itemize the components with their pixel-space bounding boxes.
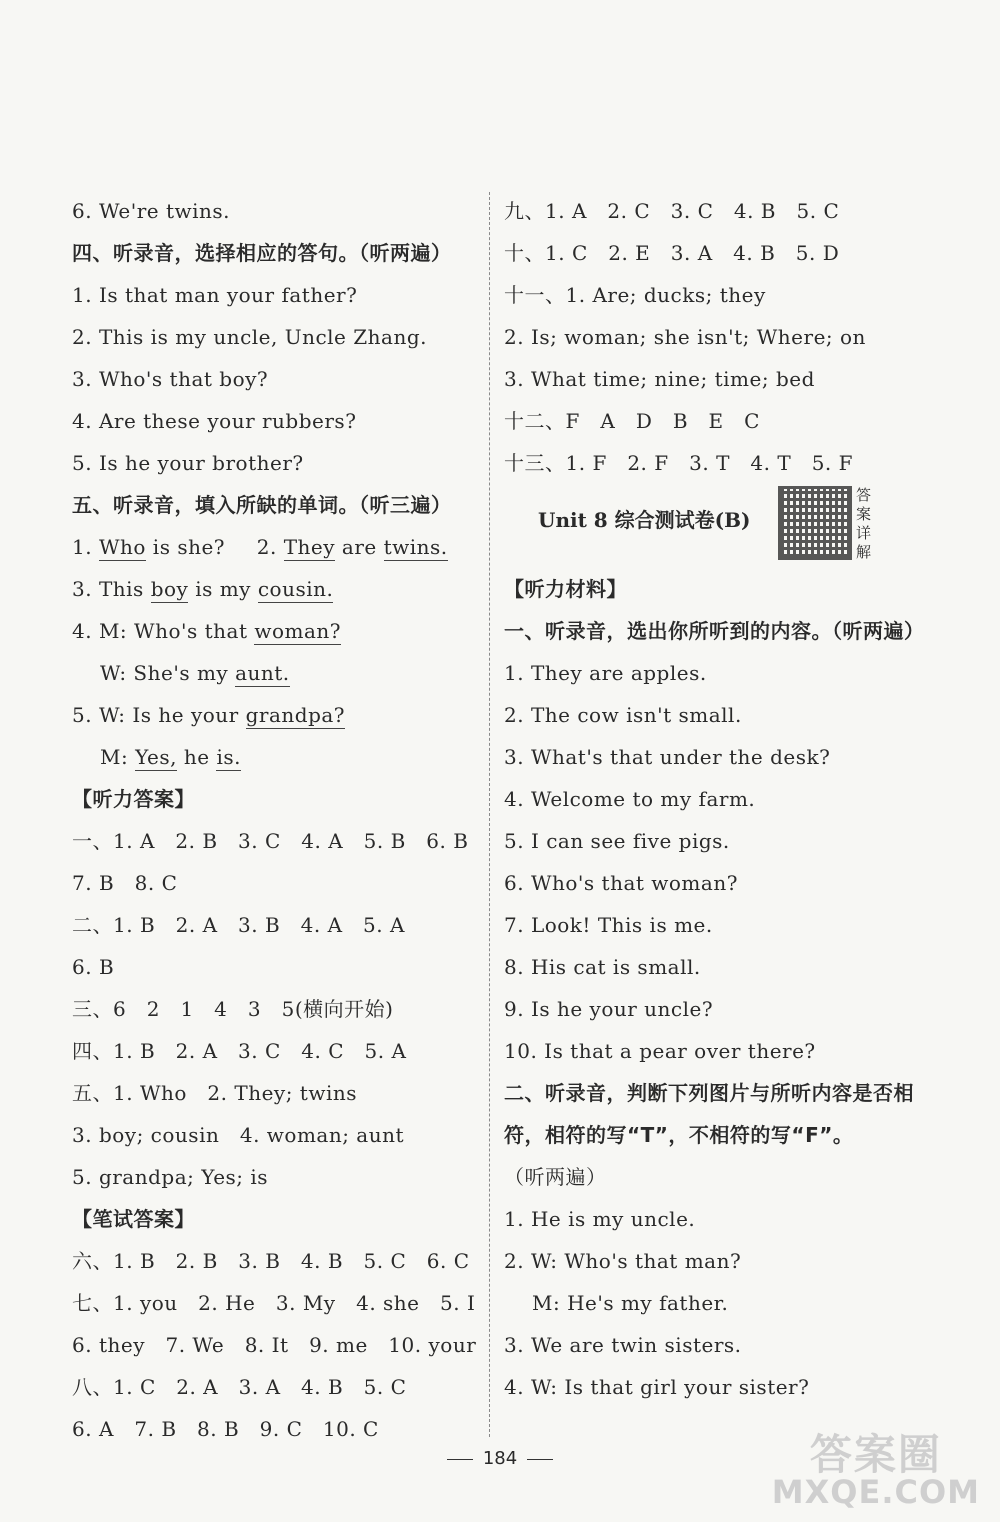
answer-line: 八、1. C 2. A 3. A 4. B 5. C bbox=[72, 1375, 407, 1399]
answer-line: 6. A 7. B 8. B 9. C 10. C bbox=[72, 1417, 379, 1441]
text-fragment: M: bbox=[100, 745, 129, 769]
text-line: 5. I can see five pigs. bbox=[504, 829, 730, 853]
section-heading: 【听力答案】 bbox=[72, 787, 195, 811]
answer-line: 二、1. B 2. A 3. B 4. A 5. A bbox=[72, 913, 405, 937]
text-fragment: is my bbox=[195, 577, 251, 601]
text-line: 9. Is he your uncle? bbox=[504, 997, 714, 1021]
text-line bbox=[72, 610, 484, 652]
text-line: 1. Is that man your father? bbox=[72, 283, 358, 307]
text-line: 8. His cat is small. bbox=[504, 955, 701, 979]
text-line: 2. W: Who's that man? bbox=[504, 1249, 742, 1273]
text-line: 1. They are apples. bbox=[504, 661, 707, 685]
watermark-url: MXQE.COM bbox=[771, 1473, 980, 1511]
column-divider bbox=[489, 192, 490, 1437]
answer-line: 5. grandpa; Yes; is bbox=[72, 1165, 269, 1189]
left-column bbox=[72, 190, 484, 1450]
section-heading: 五、听录音，填入所缺的单词。（听三遍） bbox=[72, 493, 452, 517]
answer-line: 6. B bbox=[72, 955, 115, 979]
text-fragment: he bbox=[183, 745, 210, 769]
answer-line: 7. B 8. C bbox=[72, 871, 178, 895]
underlined-word: cousin. bbox=[257, 577, 334, 601]
answer-line: 6. they 7. We 8. It 9. me 10. your bbox=[72, 1333, 477, 1357]
answer-line: 九、1. A 2. C 3. C 4. B 5. C bbox=[504, 199, 840, 223]
text-line: 6. We're twins. bbox=[72, 199, 231, 223]
underlined-word: grandpa? bbox=[245, 703, 346, 727]
text-line: 6. Who's that woman? bbox=[504, 871, 738, 895]
unit-header bbox=[504, 484, 924, 568]
underlined-word: boy bbox=[150, 577, 189, 601]
underlined-word: They bbox=[283, 535, 336, 559]
section-heading: 四、听录音，选择相应的答句。（听两遍） bbox=[72, 241, 452, 265]
text-line: 3. We are twin sisters. bbox=[504, 1333, 742, 1357]
unit-title: Unit 8 综合测试卷(B) bbox=[538, 508, 751, 532]
text-fragment: 5. W: Is he your bbox=[72, 703, 239, 727]
text-line: 4. W: Is that girl your sister? bbox=[504, 1375, 810, 1399]
text-fragment: are bbox=[341, 535, 377, 559]
text-line: 5. Is he your brother? bbox=[72, 451, 304, 475]
section-heading: 【笔试答案】 bbox=[72, 1207, 195, 1231]
watermark-text: 答案圈 bbox=[809, 1430, 942, 1479]
text-line: 7. Look! This is me. bbox=[504, 913, 713, 937]
answer-line: 一、1. A 2. B 3. C 4. A 5. B 6. B bbox=[72, 829, 469, 853]
answer-line: 十二、F A D B E C bbox=[504, 409, 760, 433]
qr-label: 答案详解 bbox=[856, 486, 872, 561]
text-line: M: He's my father. bbox=[532, 1291, 729, 1315]
answer-line: 3. boy; cousin 4. woman; aunt bbox=[72, 1123, 405, 1147]
text-fragment: 1. bbox=[72, 535, 93, 559]
text-fragment: is she? bbox=[152, 535, 226, 559]
text-line bbox=[72, 568, 484, 610]
text-line bbox=[72, 652, 484, 694]
answer-line: 十一、1. Are; ducks; they bbox=[504, 283, 766, 307]
answer-line: 十、1. C 2. E 3. A 4. B 5. D bbox=[504, 241, 840, 265]
text-line: 4. Are these your rubbers? bbox=[72, 409, 357, 433]
text-line: 4. Welcome to my farm. bbox=[504, 787, 756, 811]
watermark-logo bbox=[771, 1430, 980, 1511]
section-heading: 一、听录音，选出你所听到的内容。（听两遍） bbox=[504, 619, 925, 643]
answer-line: 五、1. Who 2. They; twins bbox=[72, 1081, 358, 1105]
underlined-word: Who bbox=[98, 535, 146, 559]
text-line: 3. What's that under the desk? bbox=[504, 745, 831, 769]
text-line: （听两遍） bbox=[504, 1165, 607, 1189]
answer-line: 六、1. B 2. B 3. B 4. B 5. C 6. C bbox=[72, 1249, 470, 1273]
text-line bbox=[72, 526, 484, 568]
underlined-word: aunt. bbox=[235, 661, 290, 685]
text-line bbox=[72, 694, 484, 736]
section-heading: 二、听录音，判断下列图片与所听内容是否相符，相符的写“T”，不相符的写“F”。 bbox=[504, 1081, 914, 1147]
text-line: 3. Who's that boy? bbox=[72, 367, 269, 391]
page-number-text: 184 bbox=[482, 1448, 518, 1469]
text-line: 2. This is my uncle, Uncle Zhang. bbox=[72, 325, 427, 349]
answer-line: 三、6 2 1 4 3 5(横向开始) bbox=[72, 997, 394, 1021]
text-line: 1. He is my uncle. bbox=[504, 1207, 696, 1231]
underlined-word: twins. bbox=[383, 535, 448, 559]
answer-line: 四、1. B 2. A 3. C 4. C 5. A bbox=[72, 1039, 407, 1063]
text-line: 2. The cow isn't small. bbox=[504, 703, 742, 727]
text-fragment: W: She's my bbox=[100, 661, 229, 685]
answer-line: 十三、1. F 2. F 3. T 4. T 5. F bbox=[504, 451, 854, 475]
underlined-word: woman? bbox=[254, 619, 342, 643]
underlined-word: Yes, bbox=[135, 745, 177, 769]
text-fragment: 3. This bbox=[72, 577, 144, 601]
text-fragment: 2. bbox=[256, 535, 277, 559]
right-column bbox=[504, 190, 924, 1408]
text-line: 10. Is that a pear over there? bbox=[504, 1039, 816, 1063]
text-line bbox=[72, 736, 484, 778]
qr-code-icon[interactable] bbox=[778, 486, 852, 560]
answer-line: 七、1. you 2. He 3. My 4. she 5. I bbox=[72, 1291, 476, 1315]
text-fragment: 4. M: Who's that bbox=[72, 619, 248, 643]
underlined-word: is. bbox=[216, 745, 241, 769]
section-heading: 【听力材料】 bbox=[504, 577, 627, 601]
answer-line: 3. What time; nine; time; bed bbox=[504, 367, 815, 391]
answer-line: 2. Is; woman; she isn't; Where; on bbox=[504, 325, 866, 349]
